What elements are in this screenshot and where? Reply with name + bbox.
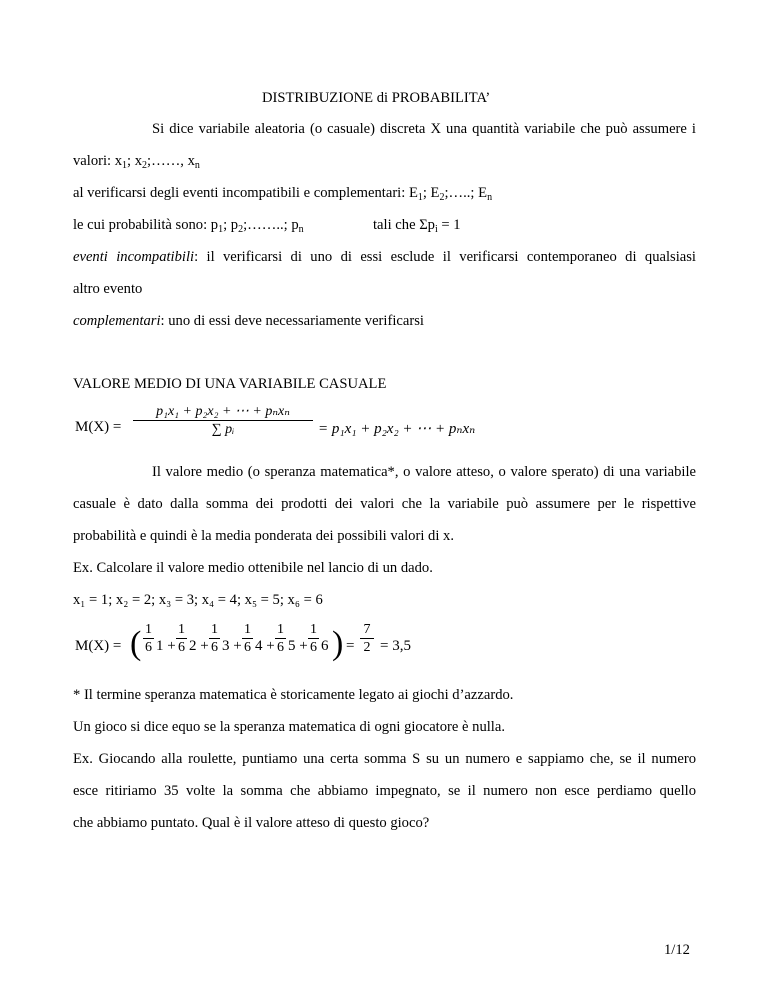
fraction-numerator: 1 [310, 622, 317, 637]
dice-term-fraction [308, 622, 319, 655]
def-complementary: complementari: uno di essi deve necessariamente verificarsi [73, 313, 424, 329]
intro-line-2: valori: $x_1$; $x_2;\dots\dots$, $x_n$ [73, 153, 200, 171]
formula-mean-lhs: M(X) = [75, 419, 122, 435]
fraction-bar [176, 638, 187, 639]
fraction-bar [308, 638, 319, 639]
formula-mean-denominator: ∑ pᵢ [211, 422, 235, 437]
dice-term-fraction [242, 622, 253, 655]
dice-term-fraction [176, 622, 187, 655]
note-line-1: * Il termine speranza matematica è storicamente legato ai giochi d’azzardo. [73, 687, 514, 703]
example2-line-3: che abbiamo puntato. Qual è il valore atteso di questo gioco? [73, 815, 430, 831]
formula-mean-rhs: = p₁x₁ + p₂x₂ + ⋯ + pₙxₙ [318, 421, 476, 437]
dice-term-value: 4 + [255, 638, 275, 654]
paren-close: ) [332, 625, 344, 662]
fraction-denominator: 6 [244, 640, 251, 655]
formula-mean-fraction [133, 404, 313, 437]
intro-line-3: al verificarsi degli eventi incompatibili e complementari: $E_1$; $E_2;\dots$..; $E_n$ [73, 185, 493, 203]
dice-term-value: 3 + [222, 638, 242, 654]
fraction-denominator: 6 [178, 640, 185, 655]
paragraph-line-2: casuale è dato dalla somma dei prodotti dei valori che la variabile può assumere per le rispettive [73, 496, 696, 512]
fraction-bar [143, 638, 154, 639]
fraction-denominator: 6 [145, 640, 152, 655]
example1-text: Ex. Calcolare il valore medio ottenibile nel lancio di un dado. [73, 560, 433, 576]
formula-dice-result: = 3,5 [380, 638, 411, 654]
paragraph-line-3: probabilità e quindi è la media ponderata dei possibili valori di x. [73, 528, 454, 544]
fraction-numerator: 1 [244, 622, 251, 637]
fraction-bar [275, 638, 286, 639]
fraction-bar [133, 420, 313, 421]
dice-term-value: 5 + [288, 638, 308, 654]
formula-dice-lhs: M(X) = [75, 638, 122, 654]
intro-line-1: Si dice variabile aleatoria (o casuale) discreta X una quantità variabile che può assumere i [152, 121, 696, 137]
fraction-denominator: 6 [277, 640, 284, 655]
intro-line-4: le cui probabilità sono: $p_1$; $p_2;\dots\dots$..; $p_n$ [73, 217, 304, 235]
fraction-numerator: 1 [277, 622, 284, 637]
dice-term-value: 1 + [156, 638, 176, 654]
paren-open: ( [130, 625, 142, 662]
page-number: 1/12 [664, 942, 690, 958]
intro-sum-condition: tali che $\Sigma p_i = 1$ [373, 217, 461, 235]
fraction-numerator: 1 [145, 622, 152, 637]
example1-values: x₁ = 1; x₂ = 2; x₃ = 3; x₄ = 4; x₅ = 5; x₆ = 6 [73, 592, 323, 608]
dice-term-fraction [209, 622, 220, 655]
def-incompatible: eventi incompatibili: il verificarsi di uno di essi esclude il verificarsi contemporaneo di qualsiasi [73, 249, 696, 265]
dice-term-fraction [275, 622, 286, 655]
fraction-bar [242, 638, 253, 639]
fraction-numerator: 1 [178, 622, 185, 637]
dice-term-fraction [143, 622, 154, 655]
dice-term-value: 2 + [189, 638, 209, 654]
paragraph-line-1: Il valore medio (o speranza matematica*, o valore atteso, o valore sperato) di una variabile [152, 464, 696, 480]
example2-line-2: esce ritiriamo 35 volte la somma che abbiamo impegnato, se il numero non esce perdiamo quello [73, 783, 696, 799]
page-title: DISTRIBUZIONE di PROBABILITA’ [262, 90, 491, 106]
formula-mean-numerator: p₁x₁ + p₂x₂ + ⋯ + pₙxₙ [156, 404, 290, 419]
fraction-denominator: 6 [310, 640, 317, 655]
example2-line-1: Ex. Giocando alla roulette, puntiamo una certa somma S su un numero e sappiamo che, se il numero [73, 751, 696, 767]
fraction-denominator: 6 [211, 640, 218, 655]
section-title: VALORE MEDIO DI UNA VARIABILE CASUALE [73, 376, 387, 392]
dice-term-value: 6 [321, 638, 329, 654]
note-line-2: Un gioco si dice equo se la speranza matematica di ogni giocatore è nulla. [73, 719, 505, 735]
equals-sign: = [346, 638, 355, 654]
formula-dice-result-fraction: 7 2 [360, 622, 374, 655]
fraction-numerator: 1 [211, 622, 218, 637]
def-incompatible-cont: altro evento [73, 281, 143, 297]
fraction-bar [209, 638, 220, 639]
